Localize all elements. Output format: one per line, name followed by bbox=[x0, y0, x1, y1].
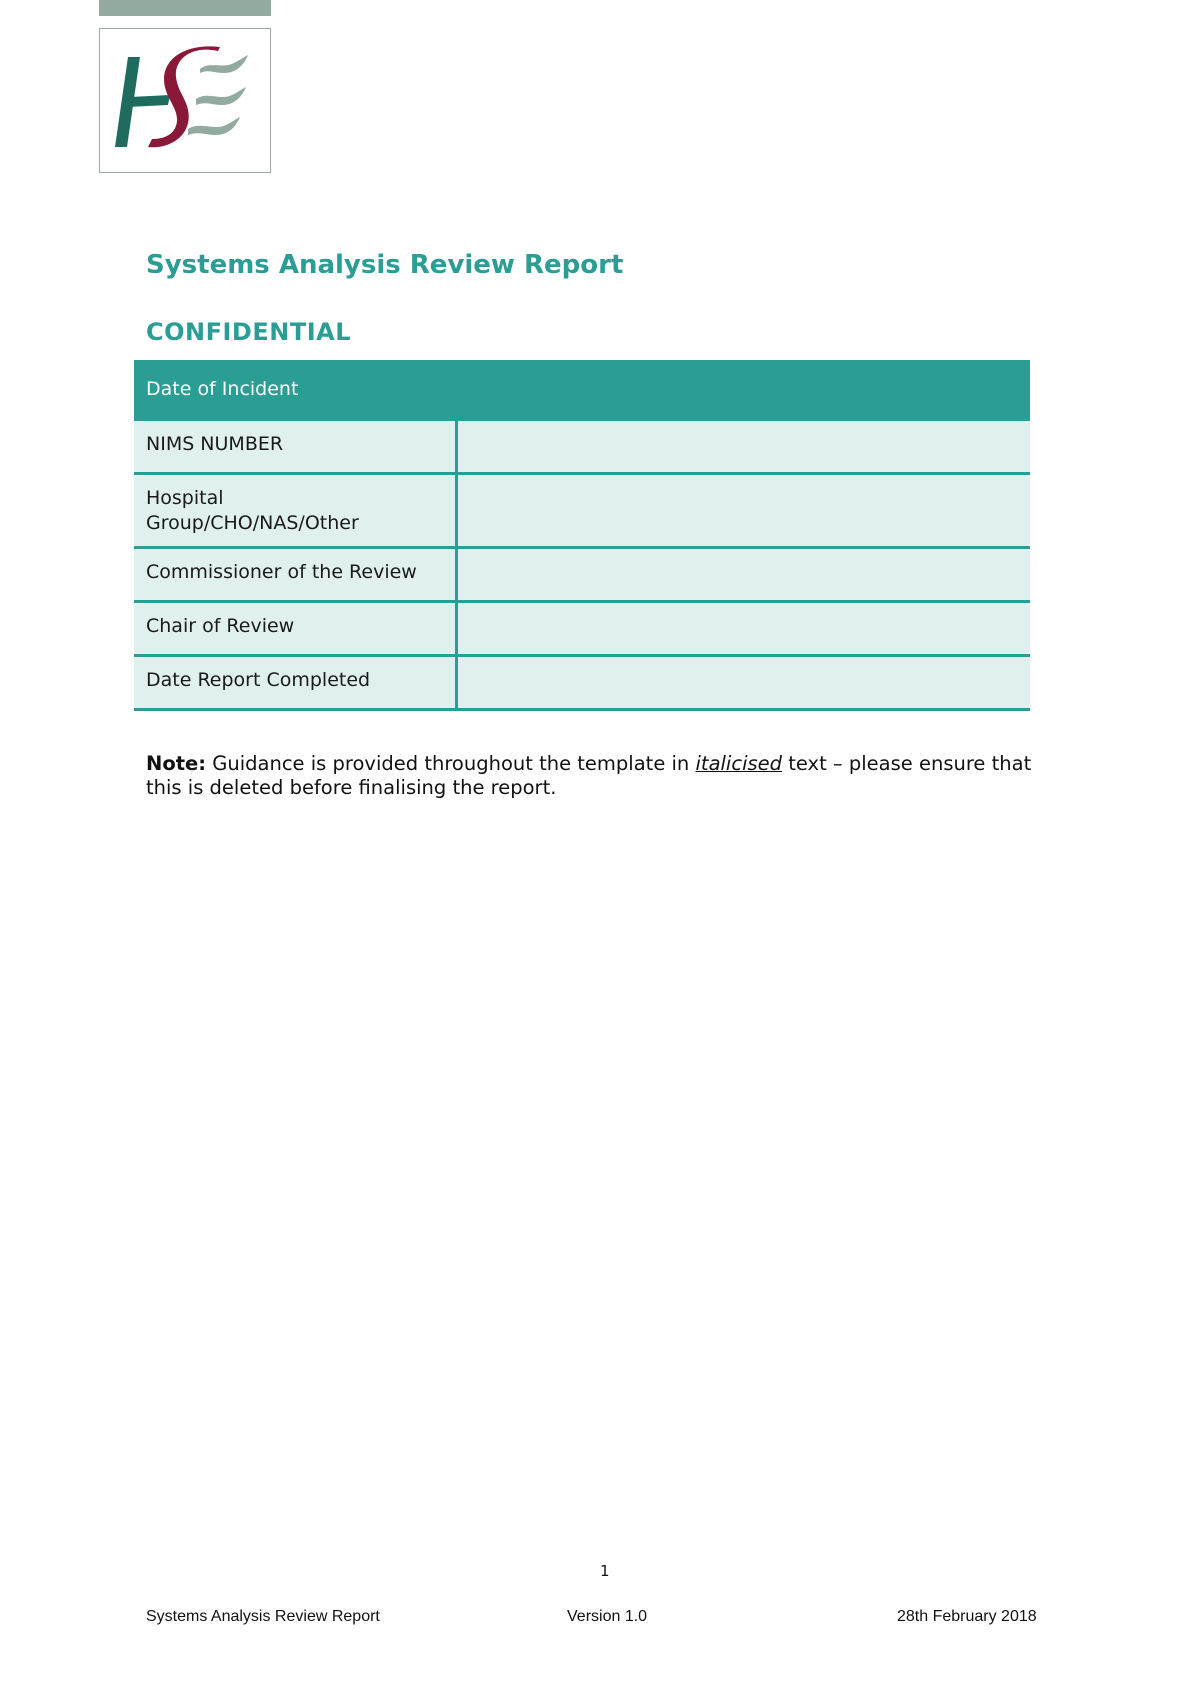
table-row bbox=[134, 474, 1030, 548]
table-row bbox=[134, 602, 1030, 656]
page-number: 1 bbox=[600, 1562, 610, 1580]
date-of-incident-label: Date of Incident bbox=[134, 360, 456, 420]
document-title: Systems Analysis Review Report bbox=[146, 250, 624, 280]
logo-top-bar bbox=[99, 0, 271, 16]
hse-logo bbox=[99, 28, 271, 173]
chair-of-review-label: Chair of Review bbox=[134, 602, 456, 656]
commissioner-label: Commissioner of the Review bbox=[134, 548, 456, 602]
hospital-group-label-line1: Hospital bbox=[146, 487, 224, 509]
note-emphasis: italicised bbox=[695, 752, 783, 775]
note-lead: Note: bbox=[146, 752, 207, 775]
commissioner-value[interactable] bbox=[456, 548, 1030, 602]
date-report-completed-value[interactable] bbox=[456, 656, 1030, 710]
table-row bbox=[134, 656, 1030, 710]
hospital-group-label-line2: Group/CHO/NAS/Other bbox=[146, 512, 359, 534]
footer-document-title: Systems Analysis Review Report bbox=[146, 1608, 380, 1625]
hospital-group-label bbox=[134, 474, 456, 548]
chair-of-review-value[interactable] bbox=[456, 602, 1030, 656]
confidential-label: CONFIDENTIAL bbox=[146, 318, 351, 346]
table-row bbox=[134, 548, 1030, 602]
note-text-before: Guidance is provided throughout the template in bbox=[206, 752, 696, 775]
date-of-incident-value[interactable] bbox=[456, 360, 1030, 420]
hospital-group-value[interactable] bbox=[456, 474, 1030, 548]
incident-info-table bbox=[134, 360, 1030, 711]
guidance-note bbox=[146, 752, 1036, 800]
footer-version: Version 1.0 bbox=[567, 1608, 648, 1625]
nims-number-value[interactable] bbox=[456, 420, 1030, 474]
nims-number-label: NIMS NUMBER bbox=[134, 420, 456, 474]
hse-logo-icon bbox=[100, 29, 270, 172]
footer-date: 28th February 2018 bbox=[897, 1608, 1037, 1625]
note-text-after: text – please ensure that this is deleted before finalising the report. bbox=[146, 752, 1032, 799]
table-row bbox=[134, 420, 1030, 474]
table-header-row bbox=[134, 360, 1030, 420]
date-report-completed-label: Date Report Completed bbox=[134, 656, 456, 710]
